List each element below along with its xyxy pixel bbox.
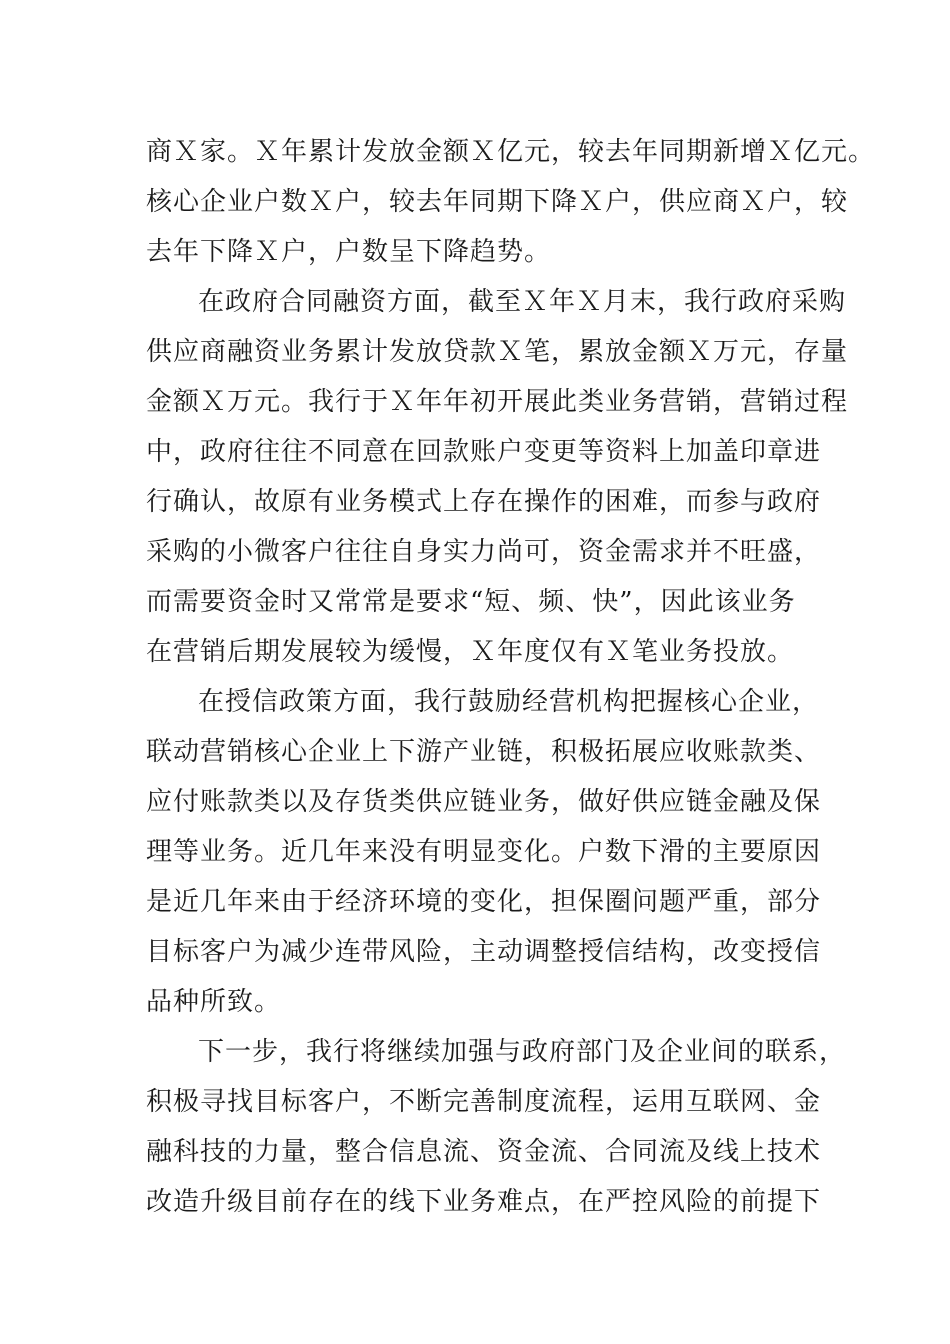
text-line: 改造升级目前存在的线下业务难点，在严控风险的前提下	[146, 1187, 822, 1217]
text-line: 是近几年来由于经济环境的变化，担保圈问题严重，部分	[146, 887, 822, 917]
paragraph-first-line: 在政府合同融资方面，截至Ｘ年Ｘ月末，我行政府采购	[198, 287, 847, 317]
text-line: 联动营销核心企业上下游产业链，积极拓展应收账款类、	[146, 737, 822, 767]
text-line: 理等业务。近几年来没有明显变化。户数下滑的主要原因	[146, 837, 822, 867]
text-line: 行确认，故原有业务模式上存在操作的困难，而参与政府	[146, 487, 822, 517]
text-line: 去年下降Ｘ户，户数呈下降趋势。	[146, 237, 552, 267]
text-line: 应付账款类以及存货类供应链业务，做好供应链金融及保	[146, 787, 822, 817]
text-line: 中，政府往往不同意在回款账户变更等资料上加盖印章进	[146, 437, 822, 467]
text-line: 目标客户为减少连带风险，主动调整授信结构，改变授信	[146, 937, 822, 967]
text-line: 采购的小微客户往往自身实力尚可，资金需求并不旺盛，	[146, 537, 822, 567]
text-line: 金额Ｘ万元。我行于Ｘ年年初开展此类业务营销，营销过程	[146, 387, 849, 417]
text-line: 融科技的力量，整合信息流、资金流、合同流及线上技术	[146, 1137, 822, 1167]
text-line: 品种所致。	[146, 987, 282, 1017]
paragraph-first-line: 下一步，我行将继续加强与政府部门及企业间的联系，	[198, 1037, 847, 1067]
document-body	[146, 127, 876, 1227]
text-line: 而需要资金时又常常是要求“短、频、快”，因此该业务	[146, 587, 796, 617]
text-line: 供应商融资业务累计发放贷款Ｘ笔，累放金额Ｘ万元，存量	[146, 337, 849, 367]
text-line: 商Ｘ家。Ｘ年累计发放金额Ｘ亿元，较去年同期新增Ｘ亿元。	[146, 137, 876, 167]
text-line: 积极寻找目标客户，不断完善制度流程，运用互联网、金	[146, 1087, 822, 1117]
paragraph-first-line: 在授信政策方面，我行鼓励经营机构把握核心企业，	[198, 687, 820, 717]
text-line: 在营销后期发展较为缓慢，Ｘ年度仅有Ｘ笔业务投放。	[146, 637, 795, 667]
text-line: 核心企业户数Ｘ户，较去年同期下降Ｘ户，供应商Ｘ户，较	[146, 187, 849, 217]
